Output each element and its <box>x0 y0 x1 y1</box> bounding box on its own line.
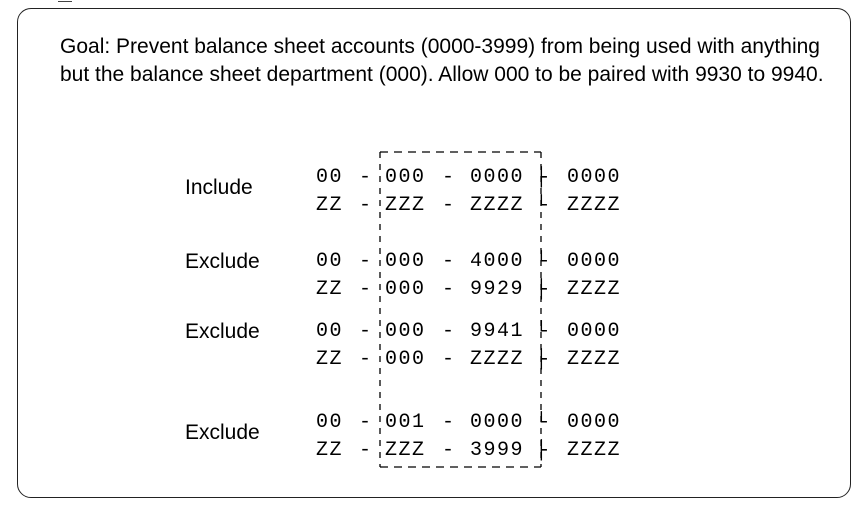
segment-company-from: 00 <box>316 320 344 343</box>
segment-subaccount-from: 0000 <box>567 411 622 434</box>
range-marker: ├ <box>536 440 547 461</box>
separator: - <box>359 439 373 462</box>
segment-subaccount-to: ZZZZ <box>567 348 622 371</box>
segment-company-from: 00 <box>316 166 344 189</box>
segment-department-from: 000 <box>385 320 426 343</box>
segment-account-from: 9941 <box>470 320 525 343</box>
segment-subaccount-to: ZZZZ <box>567 439 622 462</box>
separator: - <box>442 250 456 273</box>
segment-account-from: 0000 <box>470 411 525 434</box>
separator: - <box>359 250 373 273</box>
segment-subaccount-to: ZZZZ <box>567 278 622 301</box>
separator: - <box>359 278 373 301</box>
segment-subaccount-from: 0000 <box>567 166 622 189</box>
separator: - <box>442 411 456 434</box>
segment-department-to: ZZZ <box>385 194 426 217</box>
segment-department-to: 000 <box>385 348 426 371</box>
segment-department-to: ZZZ <box>385 439 426 462</box>
range-marker: ├ <box>536 167 547 188</box>
top-edge-fragment <box>0 0 861 6</box>
segment-subaccount-from: 0000 <box>567 320 622 343</box>
separator: - <box>359 194 373 217</box>
segment-subaccount-to: ZZZZ <box>567 194 622 217</box>
row-label-exclude: Exclude <box>185 320 260 343</box>
row-label-include: Include <box>185 176 253 199</box>
segment-department-from: 000 <box>385 166 426 189</box>
segment-account-to: ZZZZ <box>470 348 525 371</box>
separator: - <box>442 278 456 301</box>
segment-company-to: ZZ <box>316 439 344 462</box>
segment-company-from: 00 <box>316 411 344 434</box>
segment-company-to: ZZ <box>316 194 344 217</box>
separator: - <box>442 320 456 343</box>
segment-company-to: ZZ <box>316 348 344 371</box>
segment-subaccount-from: 0000 <box>567 250 622 273</box>
segment-account-to: 3999 <box>470 439 525 462</box>
segment-company-from: 00 <box>316 250 344 273</box>
segment-department-to: 000 <box>385 278 426 301</box>
row-label-exclude: Exclude <box>185 421 260 444</box>
separator: - <box>442 348 456 371</box>
range-marker: ├ <box>536 279 547 300</box>
segment-department-from: 000 <box>385 250 426 273</box>
range-marker: └ <box>536 412 547 433</box>
segment-account-to: ZZZZ <box>470 194 525 217</box>
segment-account-to: 9929 <box>470 278 525 301</box>
range-marker: └ <box>536 251 547 272</box>
row-label-exclude: Exclude <box>185 250 260 273</box>
segment-department-from: 001 <box>385 411 426 434</box>
separator: - <box>442 194 456 217</box>
range-marker: ├ <box>536 349 547 370</box>
separator: - <box>359 166 373 189</box>
segment-account-from: 0000 <box>470 166 525 189</box>
goal-text: Goal: Prevent balance sheet accounts (0000-3999) from being used with anything but the balance sheet department (000). Allow 000 to be paired with 9930 to 9940. <box>60 35 824 86</box>
top-edge-mark <box>58 0 72 2</box>
separator: - <box>359 320 373 343</box>
separator: - <box>359 348 373 371</box>
separator: - <box>442 439 456 462</box>
segment-company-to: ZZ <box>316 278 344 301</box>
separator: - <box>442 166 456 189</box>
separator: - <box>359 411 373 434</box>
segment-account-from: 4000 <box>470 250 525 273</box>
range-marker: └ <box>536 321 547 342</box>
range-marker: └ <box>536 195 547 216</box>
